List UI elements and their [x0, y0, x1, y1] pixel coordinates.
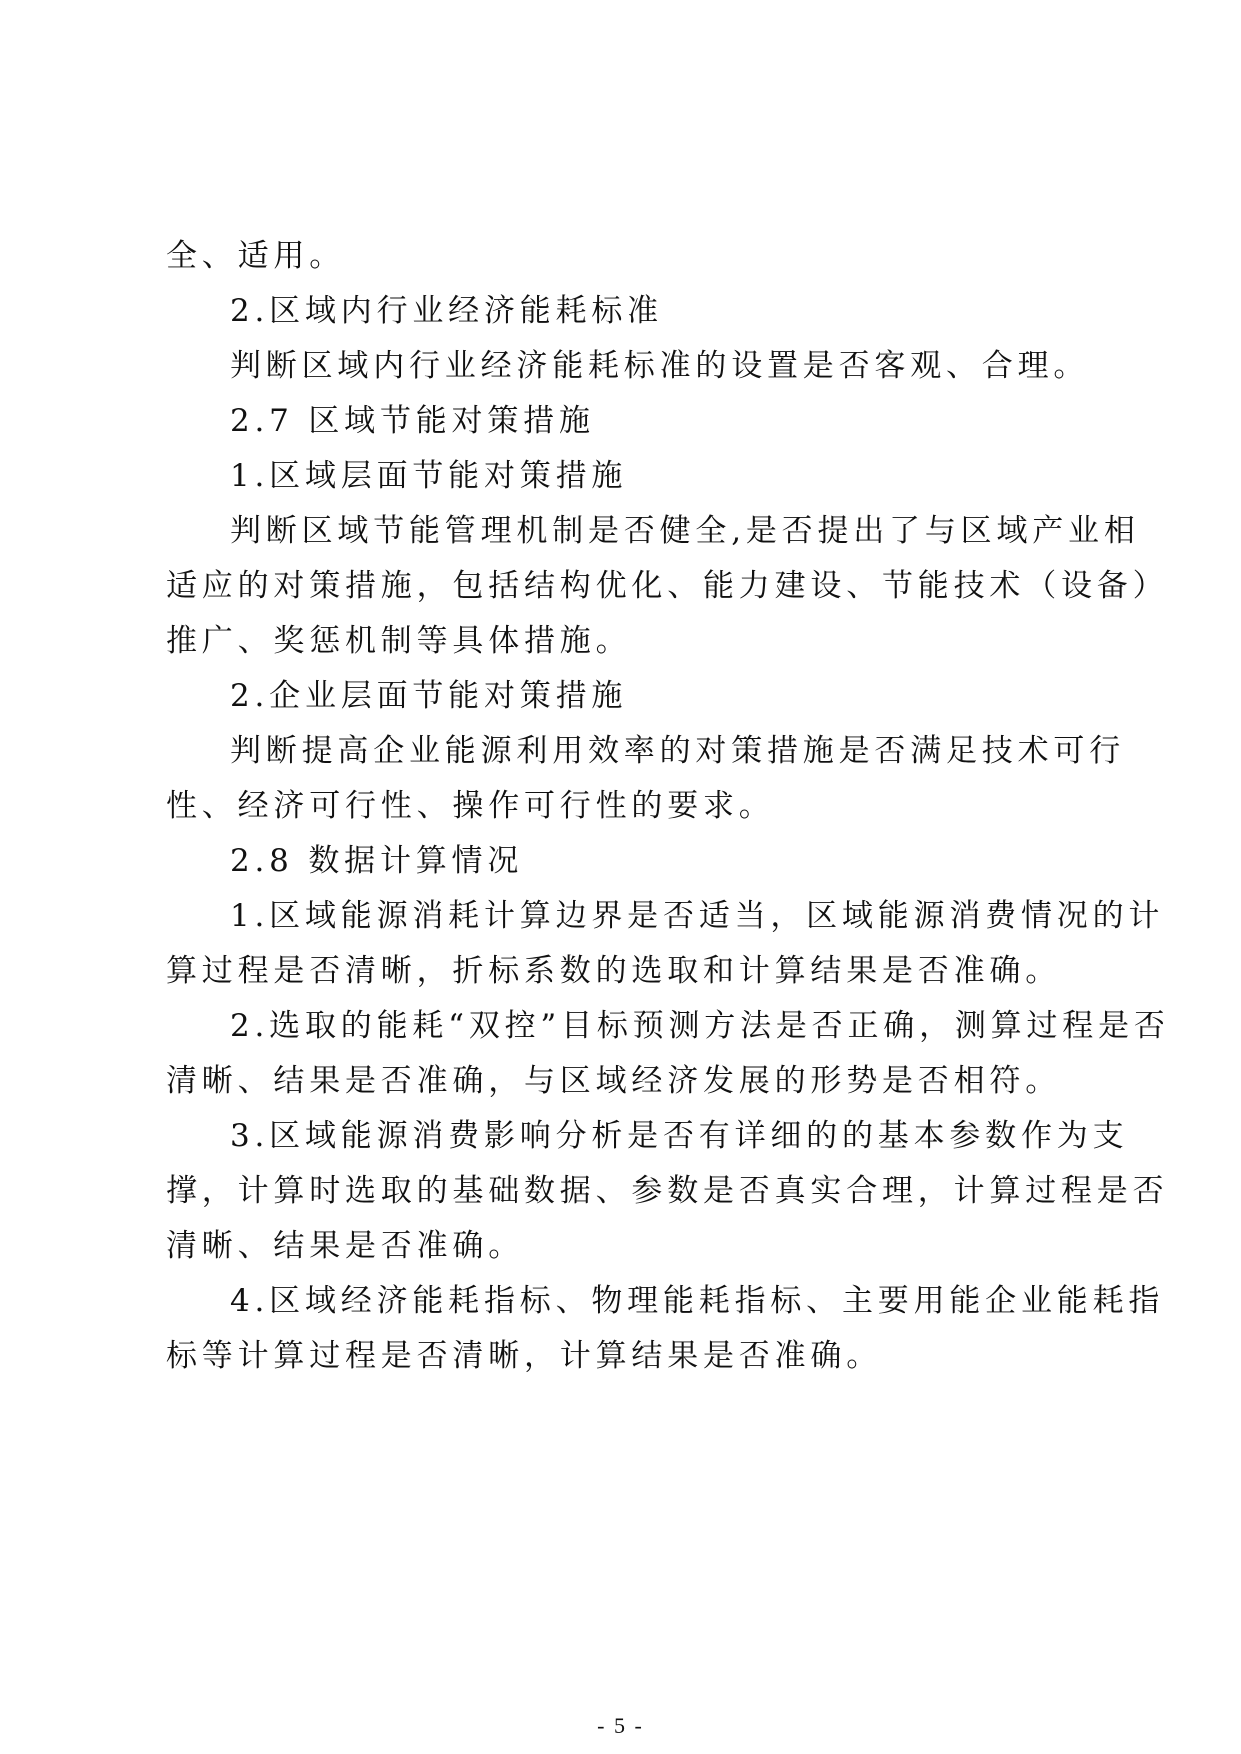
text-line: 适应的对策措施，包括结构优化、能力建设、节能技术（设备） — [166, 568, 1169, 604]
text-line: 清晰、结果是否准确，与区域经济发展的形势是否相符。 — [166, 1063, 1061, 1099]
text-line: 2.选取的能耗“双控”目标预测方法是否正确，测算过程是否 — [230, 1008, 1170, 1044]
text-line: 3.区域能源消费影响分析是否有详细的的基本参数作为支 — [230, 1118, 1129, 1154]
text-line: 推广、奖惩机制等具体措施。 — [166, 623, 632, 659]
text-line: 算过程是否清晰，折标系数的选取和计算结果是否准确。 — [166, 953, 1061, 989]
text-line: 撑，计算时选取的基础数据、参数是否真实合理，计算过程是否 — [166, 1173, 1169, 1209]
text-line: 全、适用。 — [166, 238, 345, 274]
text-line: 判断区域节能管理机制是否健全,是否提出了与区域产业相 — [230, 513, 1140, 549]
text-line: 4.区域经济能耗指标、物理能耗指标、主要用能企业能耗指 — [230, 1283, 1165, 1319]
section-heading: 1.区域层面节能对策措施 — [230, 458, 628, 494]
section-heading: 2.7 区域节能对策措施 — [230, 403, 595, 439]
text-line: 1.区域能源消耗计算边界是否适当，区域能源消费情况的计 — [230, 898, 1165, 934]
section-heading: 2.企业层面节能对策措施 — [230, 678, 628, 714]
text-line: 性、经济可行性、操作可行性的要求。 — [166, 788, 775, 824]
section-heading: 2.区域内行业经济能耗标准 — [230, 293, 663, 329]
text-line: 判断提高企业能源利用效率的对策措施是否满足技术可行 — [230, 733, 1125, 769]
text-line: 判断区域内行业经济能耗标准的设置是否客观、合理。 — [230, 348, 1090, 384]
page-number: - 5 - — [597, 1713, 644, 1738]
section-heading: 2.8 数据计算情况 — [230, 843, 524, 879]
text-line: 清晰、结果是否准确。 — [166, 1228, 524, 1264]
text-line: 标等计算过程是否清晰，计算结果是否准确。 — [166, 1338, 882, 1374]
